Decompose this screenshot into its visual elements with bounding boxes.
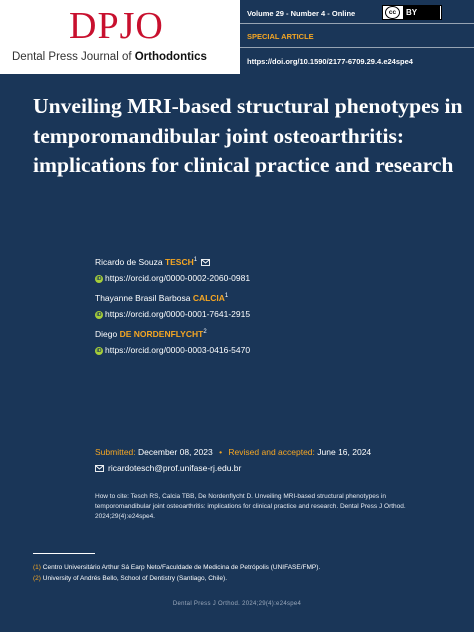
contact-email-row [95, 463, 241, 473]
volume-info: Volume 29 - Number 4 - Online [247, 9, 356, 18]
by-icon: BY [403, 6, 440, 19]
orcid-link[interactable]: https://orcid.org/0000-0002-2060-0981 [105, 273, 251, 283]
mail-icon[interactable] [201, 259, 210, 266]
how-to-cite: How to cite: Tesch RS, Calcia TBB, De Nordenflycht D. Unveiling MRI-based structural phenotypes in temporomandibular joint osteoarthritis: implications for clinical practice and research. Dental Press J Orthod. 2024;29(4):e24spe4. [95, 493, 406, 520]
page-footer: Dental Press J Orthod. 2024;29(4):e24spe4 [172, 601, 302, 607]
date-separator: • [219, 447, 223, 457]
orcid-row [95, 272, 455, 290]
divider [33, 553, 95, 554]
header [0, 0, 474, 74]
orcid-icon: iD [96, 275, 102, 282]
author-list [95, 254, 455, 362]
orcid-row [95, 344, 455, 362]
cc-icon: cc [385, 6, 400, 19]
journal-name-prefix: Dental Press Journal of [12, 51, 135, 63]
affiliation-item: (2) University of Andrés Bello, School of Dentistry (Santiago, Chile). [33, 575, 228, 582]
contact-email[interactable]: ricardotesch@prof.unifase-rj.edu.br [108, 463, 242, 473]
submitted-date: December 08, 2023 [138, 447, 213, 457]
mail-icon [95, 465, 104, 472]
orcid-row [95, 308, 455, 326]
accepted-date: June 16, 2024 [317, 447, 372, 457]
author-name: Ricardo de Souza TESCH$^1$ [95, 254, 455, 272]
submitted-label: Submitted: [95, 447, 136, 457]
orcid-link[interactable]: https://orcid.org/0000-0003-0416-5470 [105, 345, 251, 355]
doi-row [240, 48, 474, 74]
article-dates [95, 447, 371, 457]
affiliation-item: (1) Centro Universitário Arthur Sá Earp Neto/Faculdade de Medicina de Petrópolis (UNIFASE/FMP). [33, 564, 321, 571]
volume-row [240, 0, 474, 24]
affiliations [33, 562, 453, 584]
author-name: Thayanne Brasil Barbosa CALCIA$^1$ [95, 292, 229, 303]
accepted-label: Revised and accepted: [228, 447, 315, 457]
section-row [240, 24, 474, 48]
section-label: SPECIAL ARTICLE [247, 32, 314, 41]
journal-name [12, 51, 207, 63]
journal-name-bold: Orthodontics [134, 51, 207, 63]
cc-license-badge[interactable] [382, 5, 442, 20]
journal-logo[interactable] [0, 0, 240, 74]
header-info [240, 0, 474, 74]
author-name: Diego DE NORDENFLYCHT$^2$ [95, 328, 207, 339]
orcid-icon: iD [96, 311, 102, 318]
article-title: Unveiling MRI-based structural phenotypes in temporomandibular joint osteoarthritis: implications for clinical practice and research [33, 94, 463, 177]
logo-mark: DPJO [69, 5, 164, 47]
orcid-icon: iD [96, 347, 102, 354]
doi-link[interactable]: https://doi.org/10.1590/2177-6709.29.4.e24spe4 [247, 57, 413, 66]
orcid-link[interactable]: https://orcid.org/0000-0001-7641-2915 [105, 309, 251, 319]
